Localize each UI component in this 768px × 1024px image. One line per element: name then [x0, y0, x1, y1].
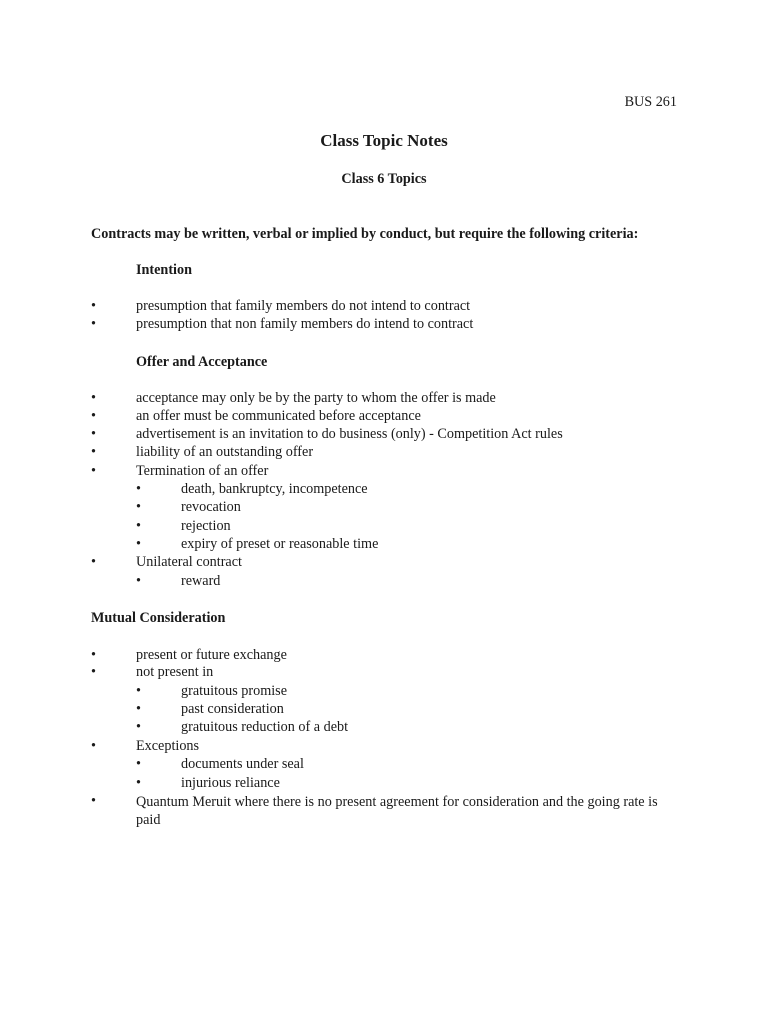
sub-list-item: gratuitous promise [181, 683, 287, 699]
list-item: presumption that non family members do intend to contract [136, 316, 474, 332]
bullet-marker: • [91, 554, 96, 570]
sub-bullet-marker: • [136, 536, 141, 552]
sub-list-item: death, bankruptcy, incompetence [181, 481, 368, 497]
bullet-marker: • [91, 647, 96, 663]
section-heading-intention: Intention [136, 262, 192, 278]
bullet-marker: • [91, 738, 96, 754]
list-item: Unilateral contract [136, 554, 242, 570]
list-item: liability of an outstanding offer [136, 444, 314, 460]
bullet-marker: • [91, 793, 96, 809]
bullet-marker: • [91, 444, 96, 460]
list-item: Quantum Meruit where there is no present agreement for consideration and the going rate is paid [136, 794, 658, 829]
sub-bullet-marker: • [136, 719, 141, 735]
sub-list-item: gratuitous reduction of a debt [181, 719, 349, 735]
list-item: not present in [136, 664, 214, 680]
sub-list-item: injurious reliance [181, 775, 280, 791]
sub-bullet-marker: • [136, 573, 141, 589]
sub-bullet-marker: • [136, 701, 141, 717]
list-item: present or future exchange [136, 647, 287, 663]
page-subtitle: Class 6 Topics [341, 171, 427, 187]
sub-bullet-marker: • [136, 481, 141, 497]
sub-bullet-marker: • [136, 756, 141, 772]
bullet-marker: • [91, 298, 96, 314]
list-item: acceptance may only be by the party to whom the offer is made [136, 390, 496, 406]
bullet-marker: • [91, 408, 96, 424]
bullet-marker: • [91, 390, 96, 406]
list-item: Exceptions [136, 738, 200, 754]
sub-list-item: documents under seal [181, 756, 304, 772]
list-item: advertisement is an invitation to do business (only) - Competition Act rules [136, 426, 563, 442]
bullet-marker: • [91, 426, 96, 442]
course-code: BUS 261 [624, 94, 677, 110]
section-heading-offer-acceptance: Offer and Acceptance [136, 354, 268, 370]
sub-bullet-marker: • [136, 499, 141, 515]
sub-list-item: reward [181, 573, 221, 589]
sub-bullet-marker: • [136, 775, 141, 791]
list-item: presumption that family members do not intend to contract [136, 298, 471, 314]
sub-bullet-marker: • [136, 683, 141, 699]
sub-list-item: revocation [181, 499, 241, 515]
list-item: an offer must be communicated before acceptance [136, 408, 421, 424]
sub-list-item: rejection [181, 518, 231, 534]
bullet-marker: • [91, 463, 96, 479]
list-item: Termination of an offer [136, 463, 269, 479]
sub-list-item: past consideration [181, 701, 284, 717]
intro-statement: Contracts may be written, verbal or implied by conduct, but require the following criteria: [91, 226, 639, 242]
section-heading-mutual-consideration: Mutual Consideration [91, 610, 226, 626]
sub-bullet-marker: • [136, 518, 141, 534]
bullet-marker: • [91, 316, 96, 332]
page-title: Class Topic Notes [320, 131, 448, 150]
sub-list-item: expiry of preset or reasonable time [181, 536, 379, 552]
bullet-marker: • [91, 664, 96, 680]
